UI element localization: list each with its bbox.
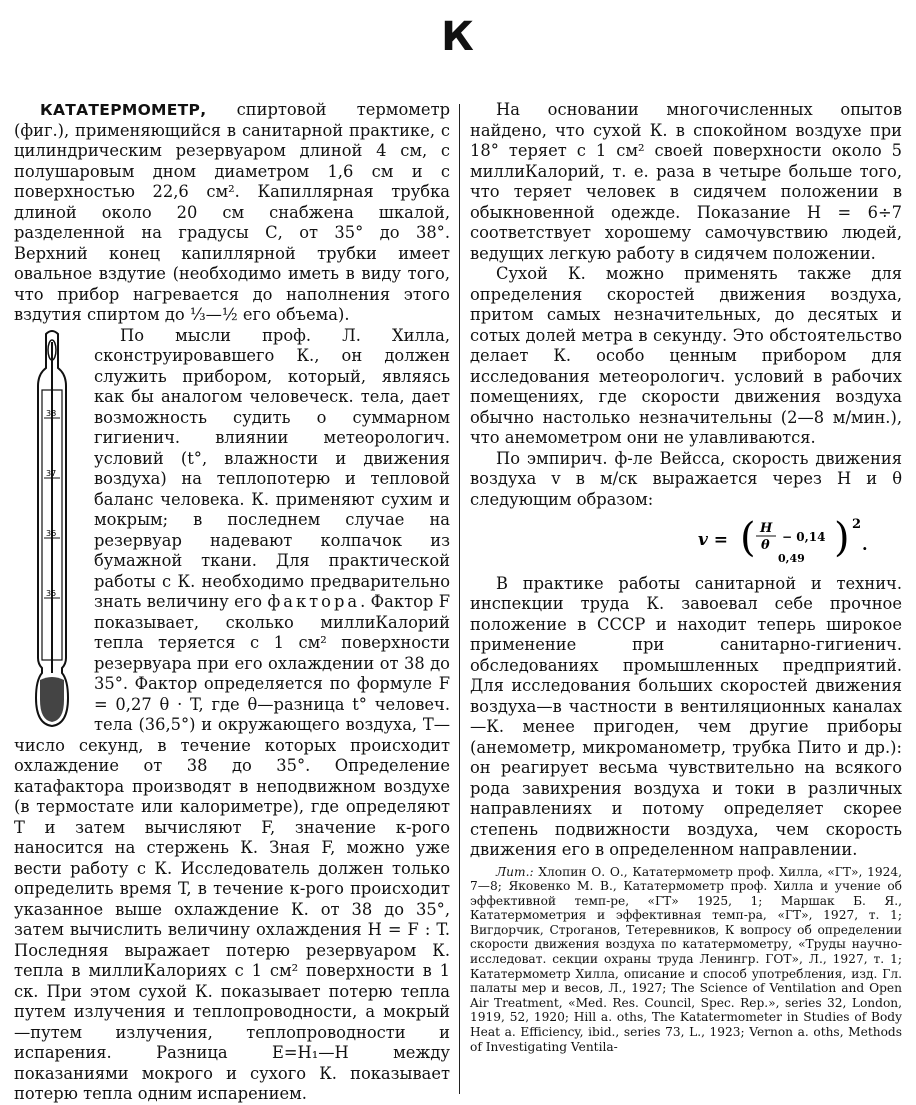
right-paragraph-1: На основании многочисленных опытов найдено, что сухой К. в спокойном воздухе при 18° теряет с 1 см² своей поверхности около 5 миллиКалорий, т. е. раза в четыре больше того, что теряет человек в сидячем положении в обыкновенной одежде. Показание H = 6÷7 соответствует хорошему самочувствию людей, ведущих легкую работу в сидячем положении. — [470, 100, 902, 263]
left-column — [14, 100, 450, 1105]
formula-lhs: v = — [698, 530, 729, 550]
right-paragraph-2: Сухой К. можно применять также для определения скоростей движения воздуха, притом самых незначительных, до десятых и сотых долей метра в секунду. Это обстоятельство делает К. особо ценным прибором для исследования метеорологич. условий в рабочих помещениях, где скорости движения воздуха обычно настолько незначительны (2—8 м/мин.), что анемометром они не улавливаются. — [470, 264, 902, 447]
entry-headword: КАТАТЕРМОМЕТР, — [40, 101, 207, 119]
literature-text: Хлопин О. О., Кататермометр проф. Хилла, «ГТ», 1924, 7—8; Яковенко М. В., Кататермометр проф. Хилла и учение об эффективной темп-ре, «ГТ» 1925, 1; Маршак Б. Я., Кататермометрия и эффективная темп-ра, «ГТ», 1927, т. 1; Вигдорчик, Строганов, Тетеревников, К вопросу об определении скорости движения воздуха по кататермометру, «Труды научно-исследоват. секции охраны труда Ленингр. ГОТ», Л., 1927, т. 1; Кататермометр Хилла, описание и способ употребления, изд. Гл. палаты мер и весов, Л., 1927; The Science of Ventilation and Open Air Treatment, «Med. Res. Council, Spec. Rep.», series 32, London, 1919, 52, 1920; Hill a. oths, The Katatermometer in Studies of Body Heat a. Efficiency, ibid., series 73, L., 1923; Vernon a. oths, Methods of Investigating Ventila- — [470, 864, 902, 1054]
entry-paragraph-2-text-b: . Фактор F показывает, сколько миллиКалорий тепла теряется с 1 см² поверхности резервуара при его охлаждении от 38 до 35°. Фактор определяется по формуле F = 0,27 θ · T, где θ—разница t° человеч. тела (36,5°) и окружающего воздуха, T—число секунд, в течение которых происходит охлаждение от 38 до 35°. Определение катафактора производят в неподвижном воздухе (в термостате или калориметре), где определяют T и затем вычисляют F, значение к-рого наносится на стержень К. Зная F, можно уже вести работу с К. Исследователь должен только определить время T, в течение к-рого происходит указанное выше охлаждение К. от 38 до 35°, затем вычислить величину охлаждения H = F : T. Последняя выражает потерю резервуаром К. тепла в миллиКалориях с 1 см² поверхности в 1 ск. При этом сухой К. показывает потерю тепла путем излучения и теплопроводности, а мокрый—путем излучения, теплопроводности и испарения. Разница E=H₁—H между показаниями мокрого и сухого К. показывает потерю тепла одним испарением. — [14, 592, 450, 1103]
weiss-formula — [470, 514, 902, 570]
section-letter-heading: К — [441, 14, 475, 60]
scale-label-36: 36 — [46, 528, 57, 538]
right-paragraph-4: В практике работы санитарной и технич. инспекции труда К. завоевал себе прочное положение в СССР и находит теперь широкое применение при санитарно-гигиенич. обследованиях промышленных предприятий. Для исследования больших скоростей движения воздуха—в частности в вентиляционных каналах—К. менее пригоден, чем другие приборы (анемометр, микроманометр, трубка Пито и др.): он реагирует весьма чувствительно на всякого рода завихрения воздуха и токи в различных направлениях и потому определяет скорее степень подвижности воздуха, чем скорость движения его в определенном направлении. — [470, 573, 902, 859]
entry-paragraph-1-text: спиртовой термометр (фиг.), применяющийся в санитарной практике, с цилиндрическим резервуаром длиной 4 см, с полушаровым дном диаметром 1,6 см и с поверхностью 22,6 см². Капиллярная трубка длиной около 20 см снабжена шкалой, разделенной на градусы С, от 35° до 38°. Верхний конец капиллярной трубки имеет овальное вздутие (необходимо иметь в виду того, что прибор нагревается до наполнения этого вздутия спиртом до ⅓—½ его объема). — [14, 100, 450, 324]
right-column — [470, 100, 902, 1054]
formula-end: . — [862, 535, 868, 554]
entry-paragraph-2-text-a: По мысли проф. Л. Хилла, сконструировавшего К., он должен служить прибором, который, являясь как бы аналогом человеческ. тела, дает возможность судить о суммарном гигиенич. влиянии метеорологич. условий (t°, влажности и движения воздуха) на теплопотерю и тепловой баланс человека. К. применяют сухим и мокрым; в последнем случае на резервуар надевают колпачок из бумажной ткани. Для практической работы с К. необходимо предварительно знать величину его — [94, 325, 450, 611]
formula-numerator: H — [760, 521, 773, 536]
formula-minus-term: − 0,14 — [782, 530, 826, 544]
column-divider — [459, 104, 460, 1094]
scale-label-38: 38 — [46, 408, 57, 418]
weiss-formula-graphic — [696, 514, 886, 564]
formula-exponent: 2 — [852, 517, 862, 532]
entry-paragraph-1 — [14, 100, 450, 326]
literature-references — [470, 865, 902, 1055]
spaced-term-factor: фактора — [267, 592, 361, 611]
katathermometer-figure — [22, 328, 82, 728]
literature-label: Лит.: — [496, 864, 534, 879]
scale-label-37: 37 — [46, 468, 57, 478]
formula-bottom: 0,49 — [778, 552, 805, 564]
svg-text:(: ( — [740, 515, 756, 561]
svg-text:): ) — [834, 515, 850, 561]
right-paragraph-3: По эмпирич. ф-ле Вейсса, скорость движения воздуха v в м/ск выражается через H и θ следующим образом: — [470, 448, 902, 509]
scale-label-35: 35 — [46, 588, 57, 598]
formula-denominator: θ — [761, 538, 770, 553]
